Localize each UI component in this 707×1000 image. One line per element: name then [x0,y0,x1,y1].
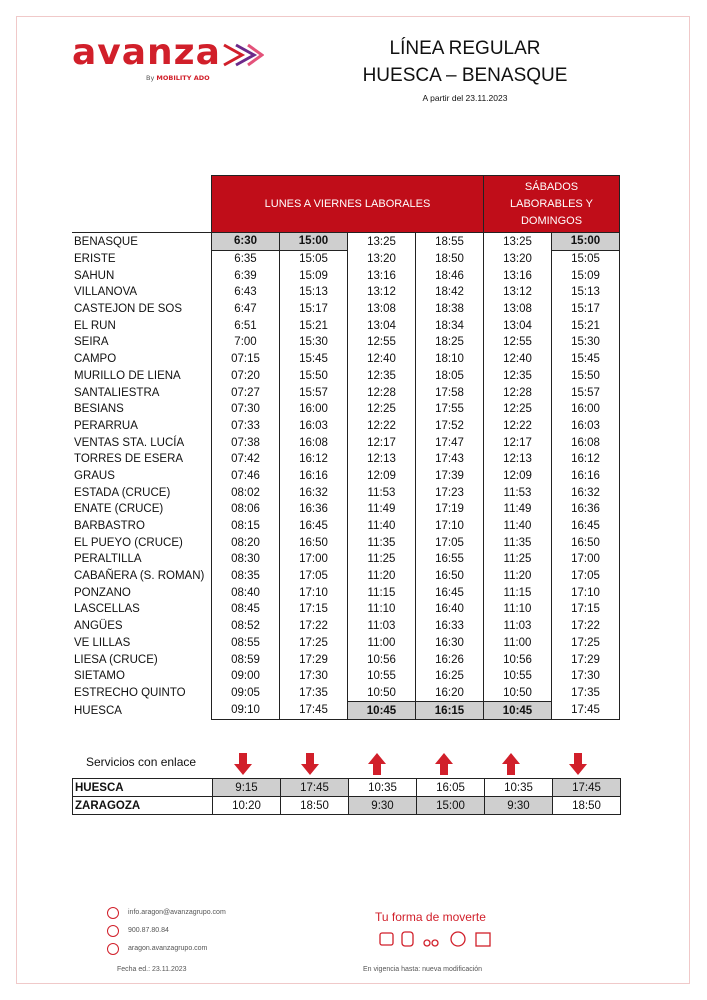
time-cell: 11:03 [484,618,552,635]
connection-stop-name: HUESCA [73,779,213,797]
time-cell: 12:25 [348,401,416,418]
time-cell: 16:50 [416,568,484,585]
stop-name: PERALTILLA [74,553,142,566]
time-cell: 9:30 [485,797,553,815]
time-cell: 16:16 [280,468,348,485]
connection-label: Servicios con enlace [86,755,197,769]
schedule-table [72,175,620,720]
time-cell: 15:00 [552,233,620,251]
time-cell: 17:39 [416,468,484,485]
time-cell: 09:00 [212,668,280,685]
time-cell: 12:17 [484,434,552,451]
time-cell: 12:22 [348,418,416,435]
time-cell: 17:55 [416,401,484,418]
time-cell: 10:45 [348,702,416,720]
stop-name: BESIANS [74,403,124,416]
time-cell: 17:35 [552,685,620,702]
arrow-up-icon [501,752,521,776]
time-cell: 09:05 [212,685,280,702]
header-blank [72,176,212,233]
time-cell: 16:00 [280,401,348,418]
stop-name: ERISTE [74,252,116,265]
time-cell: 11:53 [348,484,416,501]
time-cell: 15:09 [280,267,348,284]
time-cell: 16:36 [280,501,348,518]
stop-name: SEIRA [74,336,109,349]
time-cell: 10:35 [349,779,417,797]
time-cell: 13:25 [348,233,416,251]
time-cell: 17:45 [552,702,620,720]
table-row [72,702,620,720]
connection-table [72,778,621,815]
time-cell: 12:40 [484,351,552,368]
time-cell: 15:50 [552,368,620,385]
stop-name: ESTADA (CRUCE) [74,486,171,499]
time-cell: 10:56 [484,651,552,668]
stop-name: ANGÜES [74,620,123,633]
table-row [72,651,620,668]
time-cell: 15:57 [280,384,348,401]
stop-name: PERARRUA [74,419,138,432]
table-row [72,468,620,485]
time-cell: 12:55 [348,334,416,351]
time-cell: 11:35 [484,534,552,551]
time-cell: 16:15 [416,702,484,720]
arrow-down-icon [568,752,588,776]
time-cell: 7:00 [212,334,280,351]
connection-row [73,797,621,815]
arrow-up-icon [367,752,387,776]
stop-name: SANTALIESTRA [74,386,160,399]
time-cell: 15:45 [552,351,620,368]
stop-name: CAMPO [74,353,117,366]
time-cell: 16:45 [280,518,348,535]
time-cell: 16:08 [552,434,620,451]
time-cell: 6:39 [212,267,280,284]
table-row [72,351,620,368]
time-cell: 10:50 [484,685,552,702]
time-cell: 16:32 [280,484,348,501]
time-cell: 08:55 [212,635,280,652]
time-cell: 13:08 [348,301,416,318]
time-cell: 12:40 [348,351,416,368]
time-cell: 12:25 [484,401,552,418]
time-cell: 15:21 [280,317,348,334]
train-icon [451,932,465,946]
time-cell: 13:20 [348,250,416,267]
footer-fecha: Fecha ed.: 23.11.2023 [117,966,187,973]
time-cell: 16:50 [280,534,348,551]
time-cell: 17:19 [416,501,484,518]
time-cell: 11:10 [484,601,552,618]
time-cell: 15:00 [417,797,485,815]
stop-name: PONZANO [74,586,131,599]
schedule-header-row [72,176,620,233]
footer-email: info.aragon@avanzagrupo.com [128,909,226,916]
table-row [72,451,620,468]
time-cell: 16:33 [416,618,484,635]
stop-name: BARBASTRO [74,520,145,533]
time-cell: 15:21 [552,317,620,334]
time-cell: 16:45 [416,584,484,601]
time-cell: 12:35 [348,368,416,385]
time-cell: 08:45 [212,601,280,618]
time-cell: 17:25 [552,635,620,652]
time-cell: 15:09 [552,267,620,284]
table-row [72,584,620,601]
time-cell: 9:15 [213,779,281,797]
footer-vigencia: En vigencia hasta: nueva modificación [363,966,483,973]
time-cell: 16:30 [416,635,484,652]
stop-name: EL RUN [74,319,116,332]
table-row [72,618,620,635]
connection-stop-name: ZARAGOZA [73,797,213,815]
time-cell: 15:17 [552,301,620,318]
time-cell: 08:35 [212,568,280,585]
time-cell: 11:15 [348,584,416,601]
time-cell: 11:25 [484,551,552,568]
time-cell: 15:45 [280,351,348,368]
time-cell: 16:05 [417,779,485,797]
time-cell: 16:36 [552,501,620,518]
stop-name: SIETAMO [74,670,125,683]
weekday-header: LUNES A VIERNES LABORALES [212,176,484,233]
stop-name: LASCELLAS [74,603,140,616]
arrow-up-icon [434,752,454,776]
time-cell: 10:55 [484,668,552,685]
title-line-1: LÍNEA REGULAR [389,38,541,59]
brand-name: avanza [72,32,221,73]
table-row [72,551,620,568]
time-cell: 11:49 [348,501,416,518]
time-cell: 11:49 [484,501,552,518]
stop-name: TORRES DE ESERA [74,453,184,466]
table-row [72,534,620,551]
time-cell: 15:17 [280,301,348,318]
time-cell: 18:10 [416,351,484,368]
time-cell: 13:16 [348,267,416,284]
time-cell: 07:38 [212,434,280,451]
time-cell: 16:55 [416,551,484,568]
time-cell: 16:20 [416,685,484,702]
table-row [72,368,620,385]
bus-icon [380,933,393,945]
time-cell: 07:33 [212,418,280,435]
table-row [72,384,620,401]
time-cell: 16:03 [552,418,620,435]
time-cell: 16:50 [552,534,620,551]
time-cell: 08:59 [212,651,280,668]
time-cell: 9:30 [349,797,417,815]
time-cell: 12:28 [348,384,416,401]
time-cell: 07:30 [212,401,280,418]
stop-name: CABAÑERA (S. ROMAN) [74,570,205,583]
footer-web: aragon.avanzagrupo.com [128,945,208,952]
time-cell: 18:05 [416,368,484,385]
table-row [72,334,620,351]
time-cell: 11:00 [348,635,416,652]
table-row [72,284,620,301]
time-cell: 17:43 [416,451,484,468]
time-cell: 15:13 [552,284,620,301]
time-cell: 17:30 [552,668,620,685]
time-cell: 17:05 [552,568,620,585]
time-cell: 11:35 [348,534,416,551]
time-cell: 07:20 [212,368,280,385]
time-cell: 07:27 [212,384,280,401]
time-cell: 12:22 [484,418,552,435]
time-cell: 17:10 [280,584,348,601]
table-row [72,484,620,501]
time-cell: 13:12 [484,284,552,301]
table-row [72,501,620,518]
stop-name: ENATE (CRUCE) [74,503,164,516]
time-cell: 17:05 [416,534,484,551]
title-line-2: HUESCA – BENASQUE [362,65,568,86]
valid-from: A partir del 23.11.2023 [422,93,508,103]
time-cell: 10:56 [348,651,416,668]
time-cell: 17:23 [416,484,484,501]
time-cell: 16:03 [280,418,348,435]
time-cell: 08:52 [212,618,280,635]
tram-icon [402,932,413,946]
table-row [72,250,620,267]
transport-icons [378,930,498,948]
time-cell: 12:09 [348,468,416,485]
stop-name: GRAUS [74,469,115,482]
chevron-logo-icon [222,42,264,68]
time-cell: 11:20 [348,568,416,585]
time-cell: 17:29 [552,651,620,668]
arrow-down-icon [300,752,320,776]
time-cell: 13:04 [348,317,416,334]
table-row [72,401,620,418]
weekend-header-line-2: LABORABLES Y [510,197,593,210]
time-cell: 08:20 [212,534,280,551]
time-cell: 15:00 [280,233,348,251]
time-cell: 11:10 [348,601,416,618]
stop-name: VE LILLAS [74,636,131,649]
time-cell: 15:13 [280,284,348,301]
time-cell: 18:50 [416,250,484,267]
time-cell: 08:06 [212,501,280,518]
time-cell: 18:38 [416,301,484,318]
time-cell: 13:04 [484,317,552,334]
time-cell: 11:15 [484,584,552,601]
time-cell: 11:25 [348,551,416,568]
time-cell: 11:40 [484,518,552,535]
stop-name: ESTRECHO QUINTO [74,687,186,700]
arrow-down-icon [233,752,253,776]
time-cell: 17:47 [416,434,484,451]
tagline: Tu forma de moverte [375,910,486,924]
time-cell: 15:30 [280,334,348,351]
time-cell: 13:12 [348,284,416,301]
time-cell: 13:20 [484,250,552,267]
time-cell: 16:12 [280,451,348,468]
time-cell: 11:53 [484,484,552,501]
time-cell: 07:46 [212,468,280,485]
table-row [72,518,620,535]
weekend-header-line-3: DOMINGOS [520,214,583,227]
stop-name: MURILLO DE LIENA [74,369,181,382]
time-cell: 6:43 [212,284,280,301]
weekend-header [484,176,620,233]
table-row [72,267,620,284]
time-cell: 13:16 [484,267,552,284]
pointer-hand-icon [107,943,119,955]
time-cell: 11:20 [484,568,552,585]
time-cell: 07:15 [212,351,280,368]
time-cell: 10:50 [348,685,416,702]
time-cell: 11:00 [484,635,552,652]
time-cell: 17:22 [280,618,348,635]
time-cell: 17:45 [281,779,349,797]
time-cell: 18:55 [416,233,484,251]
time-cell: 18:34 [416,317,484,334]
table-row [72,668,620,685]
time-cell: 16:08 [280,434,348,451]
table-row [72,434,620,451]
time-cell: 18:50 [553,797,621,815]
time-cell: 16:32 [552,484,620,501]
time-cell: 18:25 [416,334,484,351]
time-cell: 17:45 [553,779,621,797]
stop-name: LIESA (CRUCE) [74,653,158,666]
time-cell: 15:50 [280,368,348,385]
table-row [72,635,620,652]
time-cell: 12:28 [484,384,552,401]
time-cell: 15:05 [280,250,348,267]
time-cell: 08:15 [212,518,280,535]
table-row [72,418,620,435]
stop-name: SAHUN [74,269,115,282]
time-cell: 17:22 [552,618,620,635]
time-cell: 12:17 [348,434,416,451]
time-cell: 17:52 [416,418,484,435]
station-icon [476,933,490,946]
time-cell: 17:25 [280,635,348,652]
time-cell: 16:16 [552,468,620,485]
time-cell: 13:08 [484,301,552,318]
brand-subtitle: By MOBILITY ADO [146,74,210,82]
time-cell: 17:00 [280,551,348,568]
time-cell: 17:10 [552,584,620,601]
time-cell: 6:30 [212,233,280,251]
time-cell: 12:55 [484,334,552,351]
weekend-header-line-1: SÁBADOS [524,180,579,193]
stop-name: VENTAS STA. LUCÍA [74,436,185,449]
avanza-logo [72,32,272,92]
time-cell: 08:02 [212,484,280,501]
stop-name: HUESCA [74,704,122,717]
stop-name: CASTEJON DE SOS [74,303,182,316]
time-cell: 17:45 [280,702,348,720]
time-cell: 07:42 [212,451,280,468]
time-cell: 08:30 [212,551,280,568]
time-cell: 17:05 [280,568,348,585]
time-cell: 17:10 [416,518,484,535]
time-cell: 16:25 [416,668,484,685]
table-row [72,685,620,702]
time-cell: 12:35 [484,368,552,385]
time-cell: 16:40 [416,601,484,618]
time-cell: 12:13 [484,451,552,468]
bike-icon [424,940,430,946]
time-cell: 6:47 [212,301,280,318]
time-cell: 6:35 [212,250,280,267]
time-cell: 18:46 [416,267,484,284]
time-cell: 17:30 [280,668,348,685]
time-cell: 16:45 [552,518,620,535]
time-cell: 15:05 [552,250,620,267]
time-cell: 10:55 [348,668,416,685]
footer-phone: 900.87.80.84 [128,927,169,934]
stop-name: BENASQUE [72,233,212,251]
time-cell: 16:12 [552,451,620,468]
time-cell: 12:09 [484,468,552,485]
time-cell: 18:50 [281,797,349,815]
time-cell: 17:15 [552,601,620,618]
table-row [72,317,620,334]
time-cell: 10:35 [485,779,553,797]
at-sign-icon [107,907,119,919]
time-cell: 12:13 [348,451,416,468]
stop-name: VILLANOVA [74,286,138,299]
time-cell: 17:58 [416,384,484,401]
time-cell: 11:40 [348,518,416,535]
time-cell: 09:10 [212,702,280,720]
time-cell: 6:51 [212,317,280,334]
time-cell: 16:00 [552,401,620,418]
phone-icon [107,925,119,937]
time-cell: 18:42 [416,284,484,301]
time-cell: 13:25 [484,233,552,251]
time-cell: 10:20 [213,797,281,815]
time-cell: 17:35 [280,685,348,702]
time-cell: 11:03 [348,618,416,635]
table-row [72,301,620,318]
time-cell: 16:26 [416,651,484,668]
time-cell: 17:00 [552,551,620,568]
time-cell: 17:15 [280,601,348,618]
stop-name: EL PUEYO (CRUCE) [74,536,183,549]
table-row [72,568,620,585]
connection-row [73,779,621,797]
time-cell: 10:45 [484,702,552,720]
time-cell: 17:29 [280,651,348,668]
table-row [72,233,620,251]
connection-services-bar [72,752,618,776]
time-cell: 08:40 [212,584,280,601]
table-row [72,601,620,618]
time-cell: 15:57 [552,384,620,401]
time-cell: 15:30 [552,334,620,351]
